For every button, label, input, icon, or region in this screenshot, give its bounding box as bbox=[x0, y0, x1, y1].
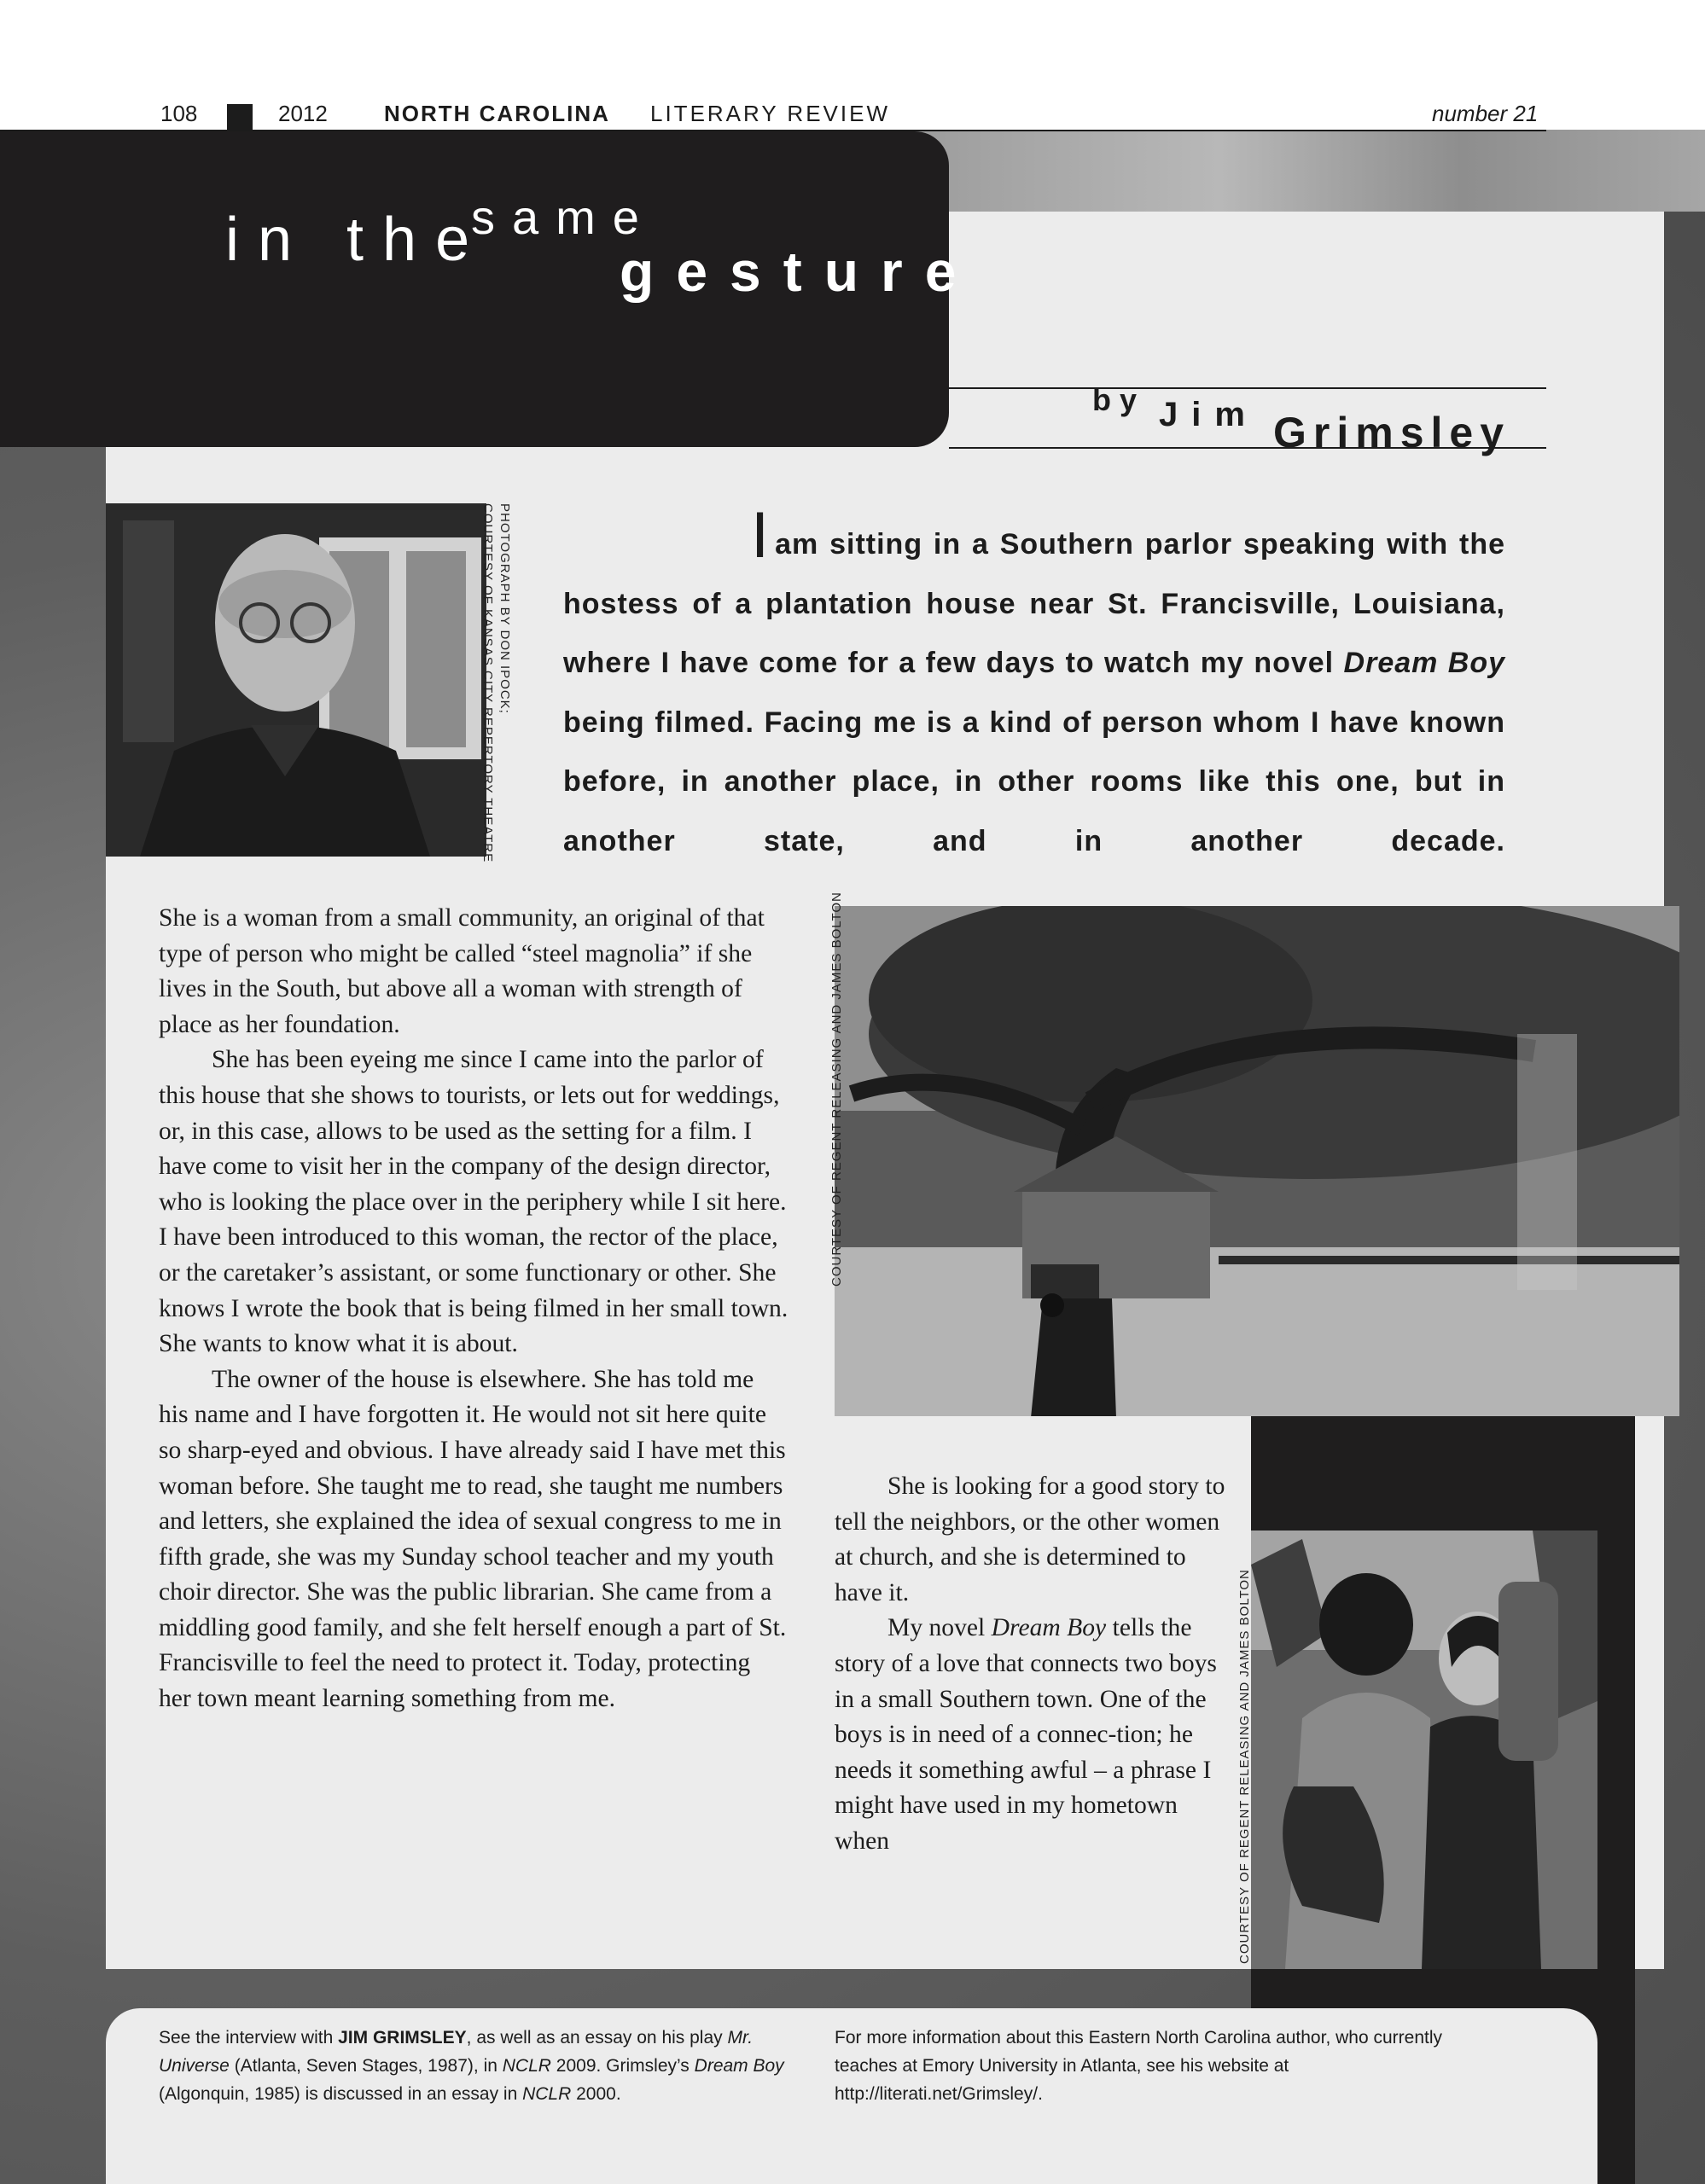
author-photo bbox=[106, 503, 486, 857]
right-paragraph-2-book-title: Dream Boy bbox=[991, 1614, 1107, 1642]
byline-rule-top bbox=[949, 387, 1546, 389]
author-photo-art bbox=[106, 503, 486, 857]
lead-book-title: Dream Boy bbox=[1343, 647, 1506, 679]
note-left-play-title: Mr. Universe bbox=[159, 2028, 754, 2076]
journal-name-rest: LITERARY REVIEW bbox=[650, 101, 890, 126]
note-right: For more information about this Eastern North Carolina author, who currently teaches at Emory University in Atlanta, see his website at http://literati.net/Grimsley/. bbox=[835, 2028, 1443, 2104]
background-treetops bbox=[896, 130, 1705, 212]
note-left-nclr-2: NCLR bbox=[522, 2084, 572, 2104]
left-paragraph-3: The owner of the house is elsewhere. She has told me his name and I have forgotten it. He would not sit here quite so sharp-eyed and obvious. I have already said I have met this woman before. She taught me to read, she taught me numbers and letters, she explained the idea of sexual congress to me in fifth grade, she was my Sunday school teacher and my youth choir director. She was the public librarian. She came from a middling good family, and she felt herself enough a part of St. Francisville to feel the need to protect it. Today, protecting her town meant learning something from me. bbox=[159, 1365, 787, 1713]
title-word-same: same bbox=[471, 190, 656, 244]
note-left-book-title: Dream Boy bbox=[694, 2056, 784, 2076]
dark-accent-strip bbox=[1597, 1416, 1635, 2184]
right-paragraph-1: She is looking for a good story to tell the neighbors, or the other women at church, and she is determined to have it. bbox=[835, 1472, 1225, 1606]
note-left-text-e: (Algonquin, 1985) is discussed in an essay in bbox=[159, 2084, 518, 2104]
left-paragraph-1: She is a woman from a small community, an original of that type of person who might be called “steel magnolia” if she lives in the South, but above all a woman with strength of place as her foundation. bbox=[159, 904, 765, 1038]
byline-by: by bbox=[1092, 382, 1146, 417]
note-left-text-f: 2000. bbox=[576, 2084, 621, 2104]
note-left-text-c: (Atlanta, Seven Stages, 1987), in bbox=[234, 2056, 498, 2076]
two-boys-art bbox=[1251, 1531, 1597, 1969]
drop-cap: I bbox=[751, 499, 771, 572]
title-word-in-the: in the bbox=[225, 206, 489, 274]
byline-first-name: Jim bbox=[1159, 396, 1259, 433]
tree-photo-credit: COURTESY OF REGENT RELEASING AND JAMES BOLTON bbox=[829, 892, 844, 1287]
issue-number: number 21 bbox=[1432, 101, 1539, 126]
boys-photo-credit: COURTESY OF REGENT RELEASING AND JAMES BOLTON bbox=[1237, 1569, 1252, 1964]
author-photo-credit-2: COURTESY OF KANSAS CITY REPERTORY THEATRE bbox=[480, 503, 495, 863]
journal-name-bold: NORTH CAROLINA bbox=[384, 101, 610, 126]
page-number: 108 bbox=[160, 101, 198, 126]
lead-text-2: being filmed. Facing me is a kind of person whom I have known before, in another place, in other rooms like this one, but in another state, and in another decade. bbox=[563, 706, 1505, 857]
note-left bbox=[159, 2024, 790, 2108]
note-left-author-name: JIM GRIMSLEY bbox=[338, 2028, 467, 2048]
lead-text-1: am sitting in a Southern parlor speaking with the hostess of a plantation house near St. Francisville, Louisiana, where I have come for a few days to watch my novel bbox=[563, 528, 1505, 679]
left-column bbox=[159, 901, 788, 1717]
year: 2012 bbox=[278, 101, 328, 126]
header-block bbox=[227, 104, 253, 130]
oak-tree-art bbox=[835, 906, 1679, 1416]
title-word-gesture: gesture bbox=[620, 240, 979, 303]
right-paragraph-2-rest: tells the story of a love that connects two boys in a small Southern town. One of the boys is in need of a connec-tion; he needs it something awful – a phrase I might have used in my hometown when bbox=[835, 1614, 1217, 1855]
lead-paragraph bbox=[563, 499, 1506, 871]
author-photo-credit-1: PHOTOGRAPH BY DON IPOCK; bbox=[498, 503, 512, 714]
note-left-text-a: See the interview with bbox=[159, 2028, 334, 2048]
byline-last-name: Grimsley bbox=[1273, 409, 1511, 456]
film-still-oak-tree bbox=[835, 906, 1679, 1416]
right-paragraph-2-start: My novel bbox=[887, 1614, 986, 1642]
film-still-two-boys bbox=[1251, 1531, 1597, 1969]
right-column bbox=[835, 1469, 1234, 1860]
note-left-text-d: 2009. Grimsley’s bbox=[556, 2056, 690, 2076]
note-left-text-b: , as well as an essay on his play bbox=[466, 2028, 723, 2048]
note-left-nclr-1: NCLR bbox=[502, 2056, 551, 2076]
left-paragraph-2: She has been eyeing me since I came into the parlor of this house that she shows to tourists, or lets out for weddings, or, in this case, allows to be used as the setting for a film. I have come to visit her in the company of the design director, who is looking the place over in the periphery while I sit here. I have been introduced to this woman, the rector of the place, or the caretaker’s assistant, or some functionary or other. She knows I wrote the book that is being filmed in her small town. She wants to know what it is about. bbox=[159, 1046, 788, 1358]
